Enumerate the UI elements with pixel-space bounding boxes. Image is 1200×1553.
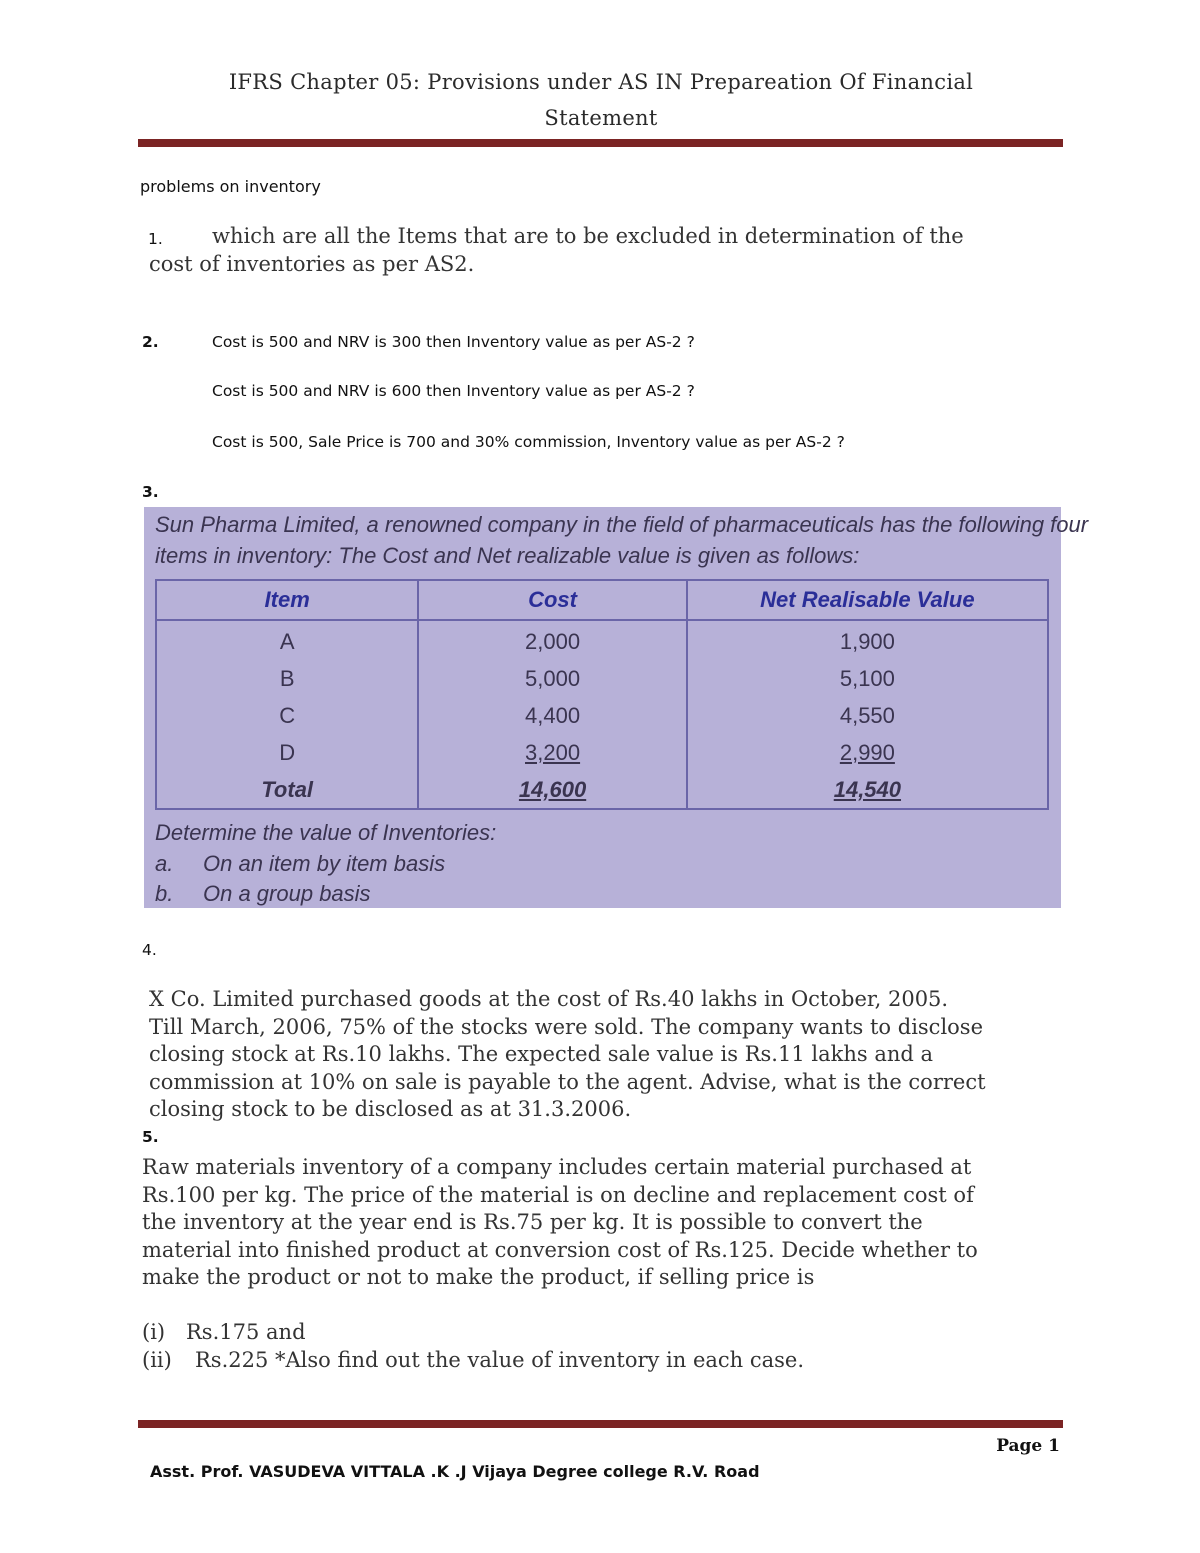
table-row (156, 734, 1048, 771)
q4-line: commission at 10% on sale is payable to the agent. Advise, what is the correct (149, 1069, 986, 1094)
q3-option-b: On a group basis (203, 881, 371, 906)
table-row (156, 697, 1048, 734)
q5-option-i: Rs.175 and (186, 1320, 306, 1344)
footer-author: Asst. Prof. VASUDEVA VITTALA .K .J Vijaya Degree college R.V. Road (150, 1462, 760, 1481)
footer-divider (138, 1420, 1063, 1428)
cell-item: C (156, 697, 418, 734)
table-total-row (156, 771, 1048, 809)
table-row (156, 620, 1048, 660)
q1-line1: which are all the Items that are to be excluded in determination of the (212, 224, 964, 248)
cell-item: B (156, 660, 418, 697)
q4-line: closing stock at Rs.10 lakhs. The expected sale value is Rs.11 lakhs and a (149, 1042, 934, 1066)
q4-line: X Co. Limited purchased goods at the cost of Rs.40 lakhs in October, 2005. (149, 987, 949, 1011)
q5-line: material into finished product at conversion cost of Rs.125. Decide whether to (142, 1237, 978, 1262)
q3-intro-line2: items in inventory: The Cost and Net realizable value is given as follows: (155, 543, 860, 568)
q3-option-a: On an item by item basis (203, 851, 446, 876)
cell-nrv: 1,900 (687, 620, 1048, 660)
q5-number: 5. (142, 1128, 159, 1146)
q3-option-b-label: b. (155, 881, 174, 906)
header-title-line2: Statement (544, 106, 658, 130)
q5-option-i-label: (i) (142, 1320, 166, 1344)
table-header-row (156, 580, 1048, 620)
total-label: Total (156, 771, 418, 809)
cell-cost: 2,000 (418, 620, 686, 660)
col-header-item: Item (156, 580, 418, 620)
total-nrv: 14,540 (687, 771, 1048, 809)
q5-line: make the product or not to make the product, if selling price is (142, 1265, 815, 1289)
inventory-table (155, 579, 1049, 810)
cell-cost: 4,400 (418, 697, 686, 734)
table-row (156, 660, 1048, 697)
q4-body (149, 986, 1069, 1124)
q4-line: Till March, 2006, 75% of the stocks were sold. The company wants to disclose (149, 1014, 984, 1039)
q3-determine: Determine the value of Inventories: (155, 820, 497, 845)
q5-line: Rs.100 per kg. The price of the material is on decline and replacement cost of (142, 1182, 974, 1207)
q5-body (142, 1154, 1067, 1292)
q2-part-b: Cost is 500 and NRV is 600 then Inventory value as per AS-2 ? (212, 382, 695, 400)
q3-intro-line1: Sun Pharma Limited, a renowned company in the field of pharmaceuticals has the following four (155, 512, 1089, 537)
q1-line2: cost of inventories as per AS2. (149, 252, 475, 276)
col-header-nrv: Net Realisable Value (687, 580, 1048, 620)
cell-nrv: 5,100 (687, 660, 1048, 697)
cell-item: A (156, 620, 418, 660)
q4-line: closing stock to be disclosed as at 31.3.2006. (149, 1097, 632, 1121)
cell-item: D (156, 734, 418, 771)
q5-option-ii: Rs.225 *Also find out the value of inventory in each case. (195, 1348, 805, 1372)
q4-number: 4. (142, 941, 157, 959)
q5-option-ii-label: (ii) (142, 1348, 172, 1372)
cell-nrv: 2,990 (687, 734, 1048, 771)
section-title: problems on inventory (140, 177, 321, 196)
q3-number: 3. (142, 483, 159, 501)
header-divider (138, 139, 1063, 147)
cell-nrv: 4,550 (687, 697, 1048, 734)
q5-line: the inventory at the year end is Rs.75 per kg. It is possible to convert the (142, 1210, 923, 1234)
q3-option-a-label: a. (155, 851, 174, 876)
cell-cost: 3,200 (418, 734, 686, 771)
col-header-cost: Cost (418, 580, 686, 620)
header-title-line1: IFRS Chapter 05: Provisions under AS IN Prepareation Of Financial (228, 70, 974, 94)
cell-cost: 5,000 (418, 660, 686, 697)
q5-line: Raw materials inventory of a company includes certain material purchased at (142, 1155, 972, 1179)
q2-part-c: Cost is 500, Sale Price is 700 and 30% commission, Inventory value as per AS-2 ? (212, 433, 845, 451)
total-cost: 14,600 (418, 771, 686, 809)
q1-number: 1. (148, 230, 163, 248)
page-number: Page 1 (996, 1436, 1060, 1456)
q2-part-a: Cost is 500 and NRV is 300 then Inventory value as per AS-2 ? (212, 333, 695, 351)
q2-number: 2. (142, 333, 159, 351)
